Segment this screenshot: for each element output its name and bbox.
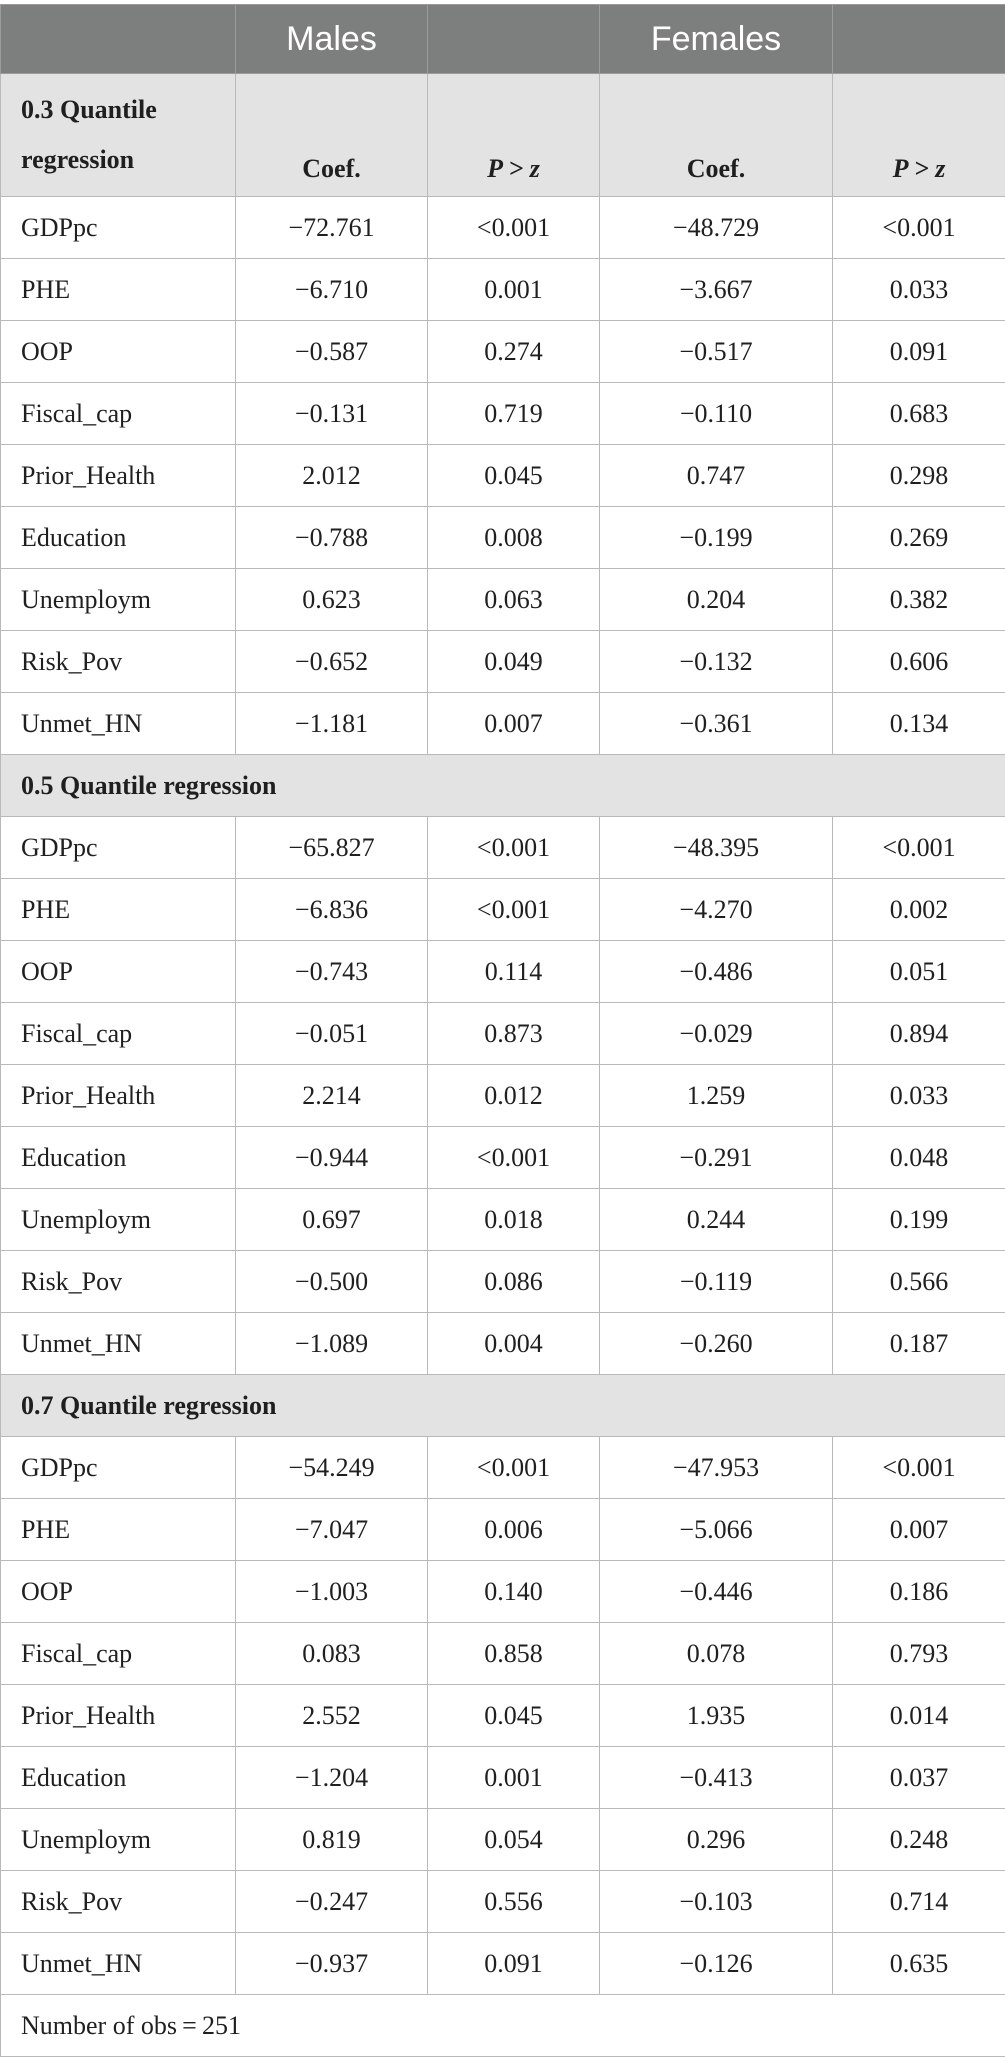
variable-name: OOP [1,1561,236,1623]
variable-name: Fiscal_cap [1,1003,236,1065]
header-empty-cell [833,5,1005,74]
females-coef: −0.260 [600,1313,833,1375]
males-coef: −0.500 [236,1251,428,1313]
females-p-value: 0.606 [833,631,1005,693]
females-pz-header: P > z [833,74,1005,197]
males-pz-header: P > z [428,74,600,197]
table-row [1,1685,1005,1747]
table-row [1,1003,1005,1065]
females-coef: 0.747 [600,445,833,507]
males-coef: −72.761 [236,197,428,259]
males-coef: −7.047 [236,1499,428,1561]
females-coef: −0.446 [600,1561,833,1623]
variable-name: Unemploym [1,1189,236,1251]
males-coef: −1.181 [236,693,428,755]
table-row [1,1189,1005,1251]
variable-name: Education [1,507,236,569]
variable-name: Risk_Pov [1,1871,236,1933]
females-coef: −0.199 [600,507,833,569]
males-p-value: 0.049 [428,631,600,693]
table-row [1,1871,1005,1933]
table-row [1,1065,1005,1127]
females-coef: −48.729 [600,197,833,259]
males-p-value: 0.719 [428,383,600,445]
table-row [1,197,1005,259]
males-coef: −1.204 [236,1747,428,1809]
males-coef: 0.623 [236,569,428,631]
variable-name: Unmet_HN [1,1933,236,1995]
males-coef: −0.743 [236,941,428,1003]
females-p-value: 0.566 [833,1251,1005,1313]
table-row [1,445,1005,507]
males-p-value: 0.274 [428,321,600,383]
males-coef: −0.131 [236,383,428,445]
table-row [1,1747,1005,1809]
males-p-value: 0.086 [428,1251,600,1313]
males-p-value: 0.054 [428,1809,600,1871]
males-coef: 0.819 [236,1809,428,1871]
males-p-value: 0.018 [428,1189,600,1251]
females-p-value: <0.001 [833,1437,1005,1499]
males-coef: 0.083 [236,1623,428,1685]
table-row [1,321,1005,383]
table-row [1,1933,1005,1995]
table-row [1,1127,1005,1189]
table-row [1,1561,1005,1623]
males-p-value: <0.001 [428,197,600,259]
males-p-value: 0.008 [428,507,600,569]
males-p-value: 0.873 [428,1003,600,1065]
males-p-value: 0.012 [428,1065,600,1127]
regression-table [0,4,1005,2057]
regression-table-body [1,5,1005,2057]
males-p-value: 0.091 [428,1933,600,1995]
table-row [1,1437,1005,1499]
males-p-value: 0.556 [428,1871,600,1933]
males-coef: −0.937 [236,1933,428,1995]
males-coef: −0.944 [236,1127,428,1189]
females-p-value: <0.001 [833,817,1005,879]
table-row [1,569,1005,631]
females-coef: −0.413 [600,1747,833,1809]
males-p-value: <0.001 [428,1437,600,1499]
variable-name: Risk_Pov [1,1251,236,1313]
table-row [1,817,1005,879]
males-coef: −6.836 [236,879,428,941]
table-row [1,1313,1005,1375]
males-p-value: 0.063 [428,569,600,631]
table-row [1,507,1005,569]
variable-name: Unmet_HN [1,693,236,755]
section-header-row [1,755,1005,817]
females-p-value: 0.714 [833,1871,1005,1933]
header-males: Males [236,5,428,74]
males-coef: 2.214 [236,1065,428,1127]
females-coef: −0.110 [600,383,833,445]
table-row [1,693,1005,755]
females-p-value: 0.134 [833,693,1005,755]
number-of-obs: Number of obs = 251 [1,1995,1005,2057]
females-coef: −0.291 [600,1127,833,1189]
males-p-value: 0.004 [428,1313,600,1375]
males-coef: −0.587 [236,321,428,383]
females-coef: −4.270 [600,879,833,941]
females-p-value: 0.048 [833,1127,1005,1189]
table-row [1,1499,1005,1561]
females-p-value: 0.298 [833,445,1005,507]
females-coef: −0.486 [600,941,833,1003]
variable-name: GDPpc [1,1437,236,1499]
variable-name: OOP [1,941,236,1003]
males-coef: 0.697 [236,1189,428,1251]
column-header-row [1,74,1005,197]
males-coef: −0.652 [236,631,428,693]
section-title-line2: regression [21,145,135,174]
females-p-value: 0.033 [833,1065,1005,1127]
header-females: Females [600,5,833,74]
variable-name: PHE [1,259,236,321]
males-coef: −6.710 [236,259,428,321]
females-coef-header: Coef. [600,74,833,197]
females-coef: −48.395 [600,817,833,879]
males-coef: −54.249 [236,1437,428,1499]
males-p-value: 0.045 [428,445,600,507]
females-coef: −3.667 [600,259,833,321]
females-coef: −0.132 [600,631,833,693]
males-coef: −65.827 [236,817,428,879]
females-p-value: 0.007 [833,1499,1005,1561]
males-coef: 2.012 [236,445,428,507]
variable-name: Unemploym [1,1809,236,1871]
section-title-line1: 0.3 Quantile [21,95,157,124]
group-header-row [1,5,1005,74]
variable-name: OOP [1,321,236,383]
females-p-value: 0.033 [833,259,1005,321]
table-row [1,383,1005,445]
males-coef: −1.003 [236,1561,428,1623]
variable-name: PHE [1,1499,236,1561]
males-p-value: 0.045 [428,1685,600,1747]
females-coef: 1.259 [600,1065,833,1127]
males-p-value: 0.114 [428,941,600,1003]
females-p-value: 0.635 [833,1933,1005,1995]
variable-name: Fiscal_cap [1,383,236,445]
females-coef: −47.953 [600,1437,833,1499]
males-coef: −1.089 [236,1313,428,1375]
females-p-value: 0.269 [833,507,1005,569]
females-coef: −5.066 [600,1499,833,1561]
header-empty-cell [428,5,600,74]
females-p-value: 0.683 [833,383,1005,445]
females-p-value: 0.037 [833,1747,1005,1809]
males-p-value: <0.001 [428,817,600,879]
variable-name: Prior_Health [1,1065,236,1127]
males-coef: −0.788 [236,507,428,569]
males-p-value: 0.007 [428,693,600,755]
variable-name: GDPpc [1,197,236,259]
females-coef: 0.244 [600,1189,833,1251]
females-coef: 0.296 [600,1809,833,1871]
section-title: 0.5 Quantile regression [1,755,1005,817]
males-p-value: 0.140 [428,1561,600,1623]
section-header-row [1,1375,1005,1437]
variable-name: Prior_Health [1,1685,236,1747]
table-row [1,1809,1005,1871]
females-p-value: 0.894 [833,1003,1005,1065]
females-coef: 0.204 [600,569,833,631]
variable-name: Prior_Health [1,445,236,507]
variable-name: Fiscal_cap [1,1623,236,1685]
females-p-value: 0.186 [833,1561,1005,1623]
males-p-value: 0.858 [428,1623,600,1685]
females-coef: 1.935 [600,1685,833,1747]
section-title: 0.7 Quantile regression [1,1375,1005,1437]
table-row [1,879,1005,941]
males-coef: 2.552 [236,1685,428,1747]
males-coef: −0.051 [236,1003,428,1065]
females-coef: −0.361 [600,693,833,755]
footer-row [1,1995,1005,2057]
males-p-value: <0.001 [428,879,600,941]
females-p-value: 0.002 [833,879,1005,941]
females-coef: −0.029 [600,1003,833,1065]
females-p-value: 0.014 [833,1685,1005,1747]
females-p-value: 0.793 [833,1623,1005,1685]
header-empty-cell [1,5,236,74]
females-p-value: <0.001 [833,197,1005,259]
variable-name: Unmet_HN [1,1313,236,1375]
variable-name: PHE [1,879,236,941]
section-title-q03 [1,74,236,197]
females-coef: −0.119 [600,1251,833,1313]
females-p-value: 0.051 [833,941,1005,1003]
females-p-value: 0.382 [833,569,1005,631]
females-p-value: 0.199 [833,1189,1005,1251]
variable-name: Education [1,1127,236,1189]
table-row [1,631,1005,693]
males-p-value: 0.006 [428,1499,600,1561]
variable-name: Risk_Pov [1,631,236,693]
table-row [1,1251,1005,1313]
variable-name: Unemploym [1,569,236,631]
females-coef: −0.517 [600,321,833,383]
males-coef: −0.247 [236,1871,428,1933]
males-p-value: <0.001 [428,1127,600,1189]
males-coef-header: Coef. [236,74,428,197]
females-coef: 0.078 [600,1623,833,1685]
table-row [1,1623,1005,1685]
females-coef: −0.103 [600,1871,833,1933]
males-p-value: 0.001 [428,259,600,321]
males-p-value: 0.001 [428,1747,600,1809]
females-p-value: 0.091 [833,321,1005,383]
variable-name: GDPpc [1,817,236,879]
variable-name: Education [1,1747,236,1809]
females-coef: −0.126 [600,1933,833,1995]
females-p-value: 0.248 [833,1809,1005,1871]
table-row [1,259,1005,321]
table-row [1,941,1005,1003]
females-p-value: 0.187 [833,1313,1005,1375]
